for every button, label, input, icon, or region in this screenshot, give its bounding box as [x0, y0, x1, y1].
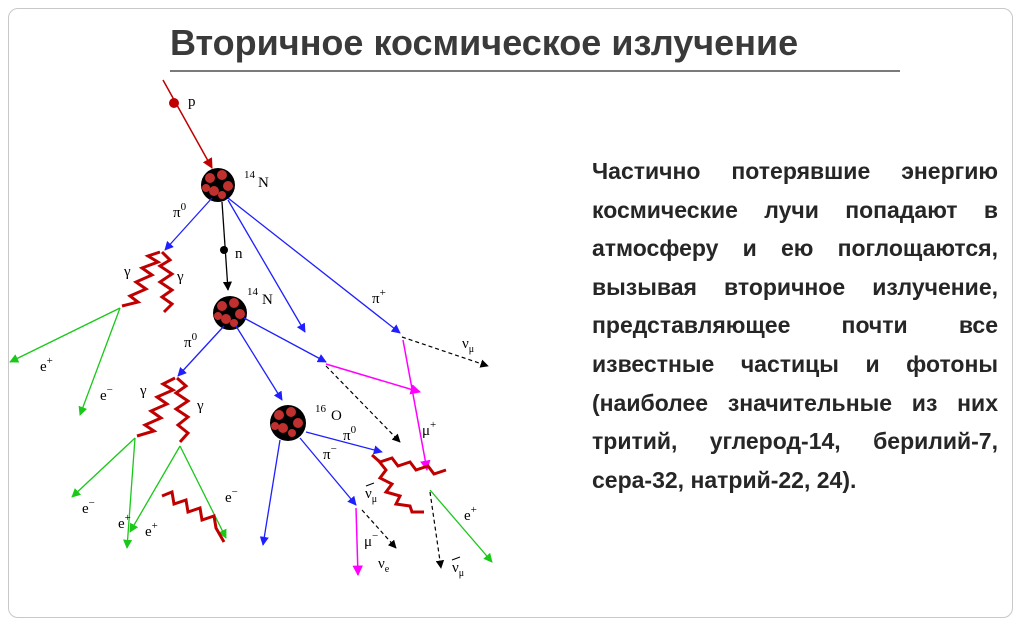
- nucleus-n14-primary: [201, 168, 235, 202]
- gamma-wave-2b: [176, 378, 188, 442]
- label-nu-e: $\nu_e$: [378, 556, 390, 575]
- electron-track-2: [72, 438, 135, 497]
- neutrino-mu-track-2: [430, 492, 441, 568]
- label-eplus-4: e+: [464, 504, 477, 524]
- positron-track-4: [430, 490, 492, 562]
- label-mu-plus: μ+: [422, 419, 437, 439]
- neutrino-mu-track-1: [402, 337, 488, 366]
- label-nu-mu-1: $\nu_\mu$: [462, 336, 475, 355]
- label-gamma-1b: γ: [177, 269, 184, 285]
- label-n14-primary-mass: 14: [244, 169, 255, 181]
- pion0-track-2: [178, 326, 224, 376]
- nucleus-o16: [270, 405, 306, 441]
- title-underline: [170, 70, 900, 72]
- label-eplus-2: e+: [118, 512, 131, 532]
- gamma-wave-3: [162, 492, 224, 542]
- label-o16: O: [331, 408, 342, 424]
- label-eplus-1: e+: [40, 355, 53, 375]
- neutron-track: [222, 202, 228, 290]
- label-nu-mu-bar-2: $\nu_\mu$: [365, 486, 378, 505]
- label-pi-plus: π+: [372, 287, 386, 307]
- muon-minus-track: [356, 508, 358, 575]
- label-nu-mu-bar: $\nu_\mu$: [452, 560, 465, 579]
- neutrino-track-2c: [326, 366, 400, 442]
- muon-track-2c: [326, 364, 420, 392]
- label-pi0-2: $\pi^0$: [184, 331, 198, 351]
- label-pi-minus: π−: [323, 443, 337, 463]
- label-pi0-1: $\pi^0$: [173, 201, 187, 221]
- neutron-dot: [220, 246, 228, 254]
- label-n14-primary: N: [258, 175, 269, 191]
- label-eminus-3: e−: [225, 486, 238, 506]
- body-text: Частично потерявшие энергию космические лучи попадают в атмосферу и ею поглощаются, вызывая вторичное излучение, представляющее почти все известные частицы и фотоны (наиболее значительные из них тритий, углерод-14, берилий-7, сера-32, натрий-22, 24).: [592, 158, 998, 493]
- label-gamma-2a: γ: [140, 383, 147, 399]
- label-o16-mass: 16: [315, 403, 326, 415]
- slide-title: Вторичное космическое излучение: [170, 22, 799, 63]
- pion-track-2c: [244, 318, 326, 362]
- pion-plus-track: [228, 198, 400, 333]
- label-gamma-1a: γ: [124, 264, 131, 280]
- cosmic-shower-diagram: [0, 75, 520, 620]
- label-eminus-2: e−: [82, 497, 95, 517]
- label-eminus-1: e−: [100, 384, 113, 404]
- label-gamma-2b: γ: [197, 398, 204, 414]
- gamma-wave-4b: [378, 460, 424, 512]
- label-n14-secondary-mass: 14: [247, 286, 258, 298]
- nucleus-n14-secondary: [213, 296, 247, 330]
- label-n14-secondary: N: [262, 292, 273, 308]
- pion-track-3a: [263, 440, 280, 545]
- label-p: p: [188, 94, 196, 110]
- label-pi0-3: $\pi^0$: [343, 424, 357, 444]
- electron-track-3: [180, 446, 226, 538]
- label-n: n: [235, 246, 243, 262]
- label-mu-minus: μ−: [364, 530, 379, 550]
- gamma-wave-1b: [160, 252, 172, 312]
- muon-plus-track: [403, 340, 427, 470]
- label-eplus-3: e+: [145, 520, 158, 540]
- pion-track-2b: [236, 326, 282, 400]
- proton-dot: [169, 98, 179, 108]
